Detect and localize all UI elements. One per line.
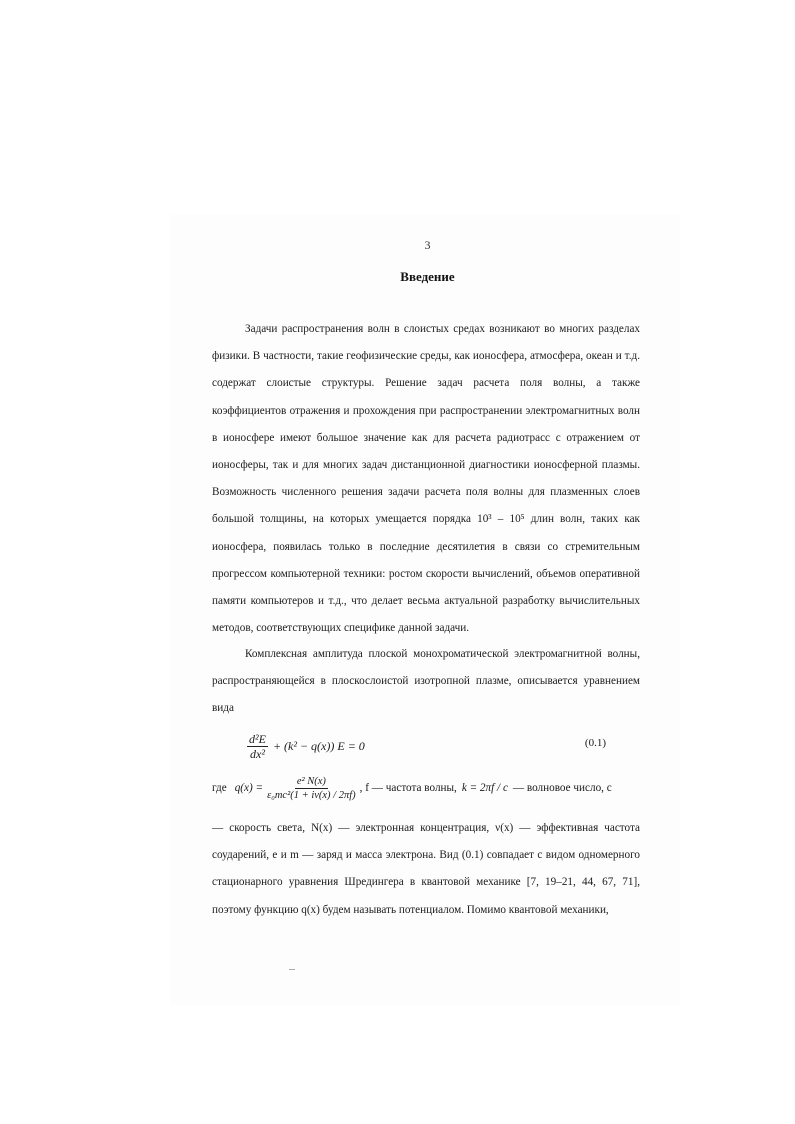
potential-lhs: q(x) = <box>234 782 264 794</box>
potential-denominator: ε₀mc²(1 + iν(x) / 2πf) <box>267 789 356 801</box>
potential-fraction <box>265 775 358 802</box>
paragraph-continuation: — скорость света, N(x) — электронная концентрация, ν(x) — эффективная частота соударений, e и m — заряд и масса электрона. Вид (0.1) совпадает с видом одномерного стационарного уравнения Шредингера в квантовой механике [7, 19–21, 44, 67, 71], поэтому функцию q(x) будем называть потенциалом. Помимо квантовой механики, <box>212 822 640 916</box>
section-title: Введение <box>400 269 455 284</box>
equation-rest: + (k² − q(x)) E = 0 <box>272 738 365 753</box>
equation-0-1 <box>212 728 640 764</box>
equation-denominator: dx² <box>250 746 265 761</box>
wavenumber-definition: k = 2πf / c <box>461 782 508 794</box>
scan-speck <box>289 969 295 970</box>
wavenumber-text: — волновое число, c <box>512 782 612 794</box>
equation-body <box>245 728 365 764</box>
equation-numerator: d²E <box>249 731 266 746</box>
equation-derivative-fraction <box>247 732 268 761</box>
equation-number: (0.1) <box>584 737 606 749</box>
paragraph-intro: Задачи распространения волн в слоистых средах возникают во многих разделах физики. В частности, такие геофизические среды, как ионосфера, атмосфера, океан и т.д. содержат слоистые структуры. Решение задач расчета поля волны, а также коэффициентов отражения и прохождения при распространении электромагнитных волн в ионосфере имеют большое значение как для расчета радиотрасс с отражением от ионосферы, так и для многих задач дистанционной диагностики ионосферной плазмы. Возможность численного решения задачи расчета поля волны для плазменных слоев большой толщины, на которых умещается порядка 10³ – 10⁵ длин волн, таких как ионосфера, появилась только в последние десятилетия в связи со стремительным прогрессом компьютерной техники: ростом скорости вычислений, объемов оперативной памяти компьютеров и т.д., что делает весьма актуальной разработку вычислительных методов, соответствующих специфике данной задачи. <box>212 323 640 635</box>
frequency-text: , f — частота волны, <box>359 782 457 794</box>
where-prefix: где <box>212 782 227 794</box>
potential-numerator: e² N(x) <box>296 775 326 787</box>
paragraph-amplitude: Комплексная амплитуда плоской монохроматической электромагнитной волны, распространяющейся в плоскослоистой изотропной плазме, описывается уравнением вида <box>212 648 640 715</box>
potential-definition-line <box>212 770 640 806</box>
page-number: 3 <box>424 238 431 252</box>
